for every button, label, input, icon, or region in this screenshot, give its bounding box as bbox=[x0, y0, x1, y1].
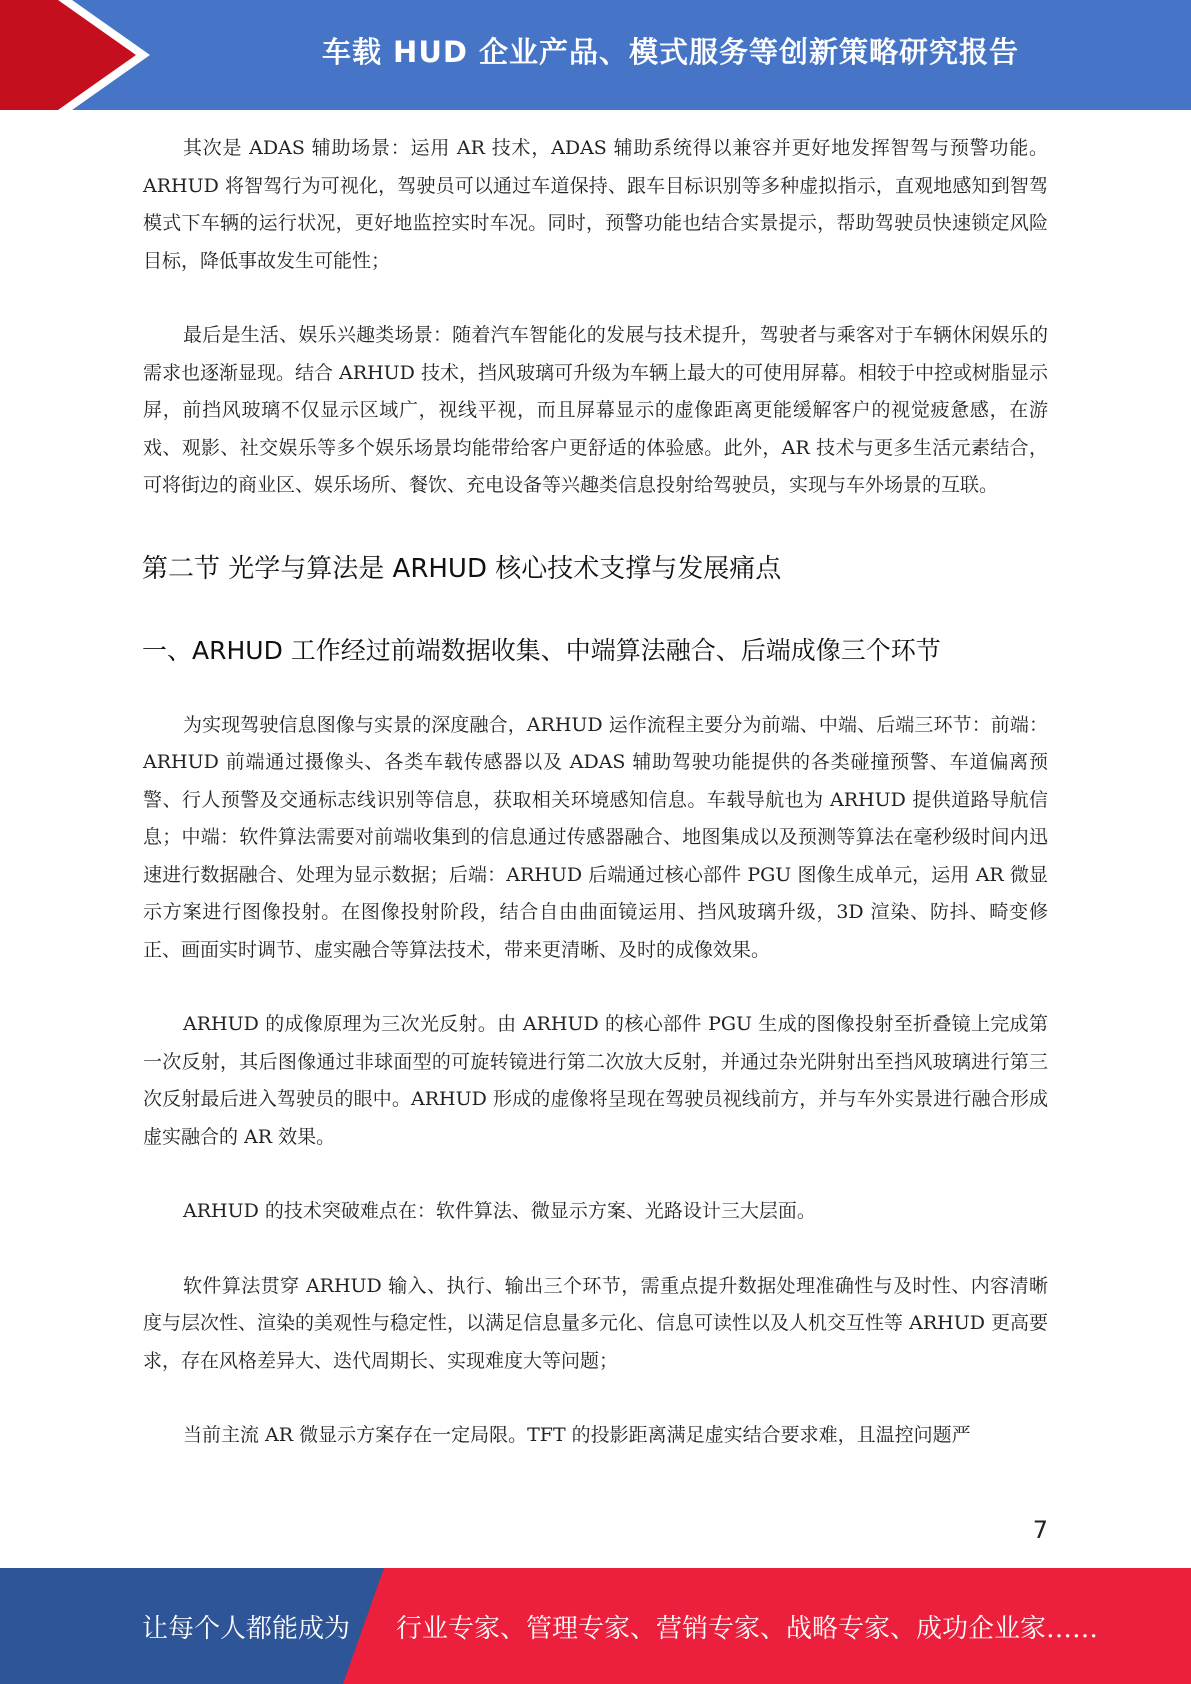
paragraph-software-algorithm: 软件算法贯穿 ARHUD 输入、执行、输出三个环节，需重点提升数据处理准确性与及时性、内容清晰度与层次性、渲染的美观性与稳定性，以满足信息量多元化、信息可读性以及人机交互性等 ARHUD 更高要求，存在风格差异大、迭代周期长、实现难度大等问题； bbox=[143, 1274, 1048, 1372]
paragraph-adas-scenario: 其次是 ADAS 辅助场景：运用 AR 技术，ADAS 辅助系统得以兼容并更好地发挥智驾与预警功能。ARHUD 将智驾行为可视化，驾驶员可以通过车道保持、跟车目标识别等多种虚拟指示，直观地感知到智驾模式下车辆的运行状况，更好地监控实时车况。同时，预警功能也结合实景提示，帮助驾驶员快速锁定风险目标，降低事故发生可能性； bbox=[143, 137, 1048, 272]
subsection-heading: 一、ARHUD 工作经过前端数据收集、中端算法融合、后端成像三个环节 bbox=[142, 635, 941, 665]
footer-slogan-left: 让每个人都能成为 bbox=[142, 1613, 351, 1644]
page-number: 7 bbox=[1032, 1516, 1048, 1544]
footer-slogan-right: 行业专家、管理专家、营销专家、战略专家、成功企业家…… bbox=[396, 1613, 1099, 1644]
page-footer bbox=[0, 1568, 1191, 1684]
paragraph-technical-difficulties: ARHUD 的技术突破难点在：软件算法、微显示方案、光路设计三大层面。 bbox=[183, 1200, 816, 1222]
paragraph-micro-display: 当前主流 AR 微显示方案存在一定局限。TFT 的投影距离满足虚实结合要求难，且温控问题严 bbox=[183, 1424, 971, 1446]
page-header bbox=[0, 0, 1191, 110]
paragraph-entertainment-scenario: 最后是生活、娱乐兴趣类场景：随着汽车智能化的发展与技术提升，驾驶者与乘客对于车辆休闲娱乐的需求也逐渐显现。结合 ARHUD 技术，挡风玻璃可升级为车辆上最大的可使用屏幕。相较于中控或树脂显示屏，前挡风玻璃不仅显示区域广，视线平视，而且屏幕显示的虚像距离更能缓解客户的视觉疲惫感，在游戏、观影、社交娱乐等多个娱乐场景均能带给客户更舒适的体验感。此外，AR 技术与更多生活元素结合，可将街边的商业区、娱乐场所、餐饮、充电设备等兴趣类信息投射给驾驶员，实现与车外场景的互联。 bbox=[143, 324, 1048, 496]
paragraph-imaging-principle: ARHUD 的成像原理为三次光反射。由 ARHUD 的核心部件 PGU 生成的图像投射至折叠镜上完成第一次反射，其后图像通过非球面型的可旋转镜进行第二次放大反射，并通过杂光阱射出至挡风玻璃进行第三次反射最后进入驾驶员的眼中。ARHUD 形成的虚像将呈现在驾驶员视线前方，并与车外实景进行融合形成虚实融合的 AR 效果。 bbox=[143, 1013, 1048, 1148]
section-heading: 第二节 光学与算法是 ARHUD 核心技术支撑与发展痛点 bbox=[142, 553, 782, 584]
paragraph-workflow: 为实现驾驶信息图像与实景的深度融合，ARHUD 运作流程主要分为前端、中端、后端三环节：前端：ARHUD 前端通过摄像头、各类车载传感器以及 ADAS 辅助驾驶功能提供的各类碰撞预警、车道偏离预警、行人预警及交通标志线识别等信息，获取相关环境感知信息。车载导航也为 ARHUD 提供道路导航信息；中端：软件算法需要对前端收集到的信息通过传感器融合、地图集成以及预测等算法在毫秒级时间内迅速进行数据融合、处理为显示数据；后端：ARHUD 后端通过核心部件 PGU 图像生成单元，运用 AR 微显示方案进行图像投射。在图像投射阶段，结合自由曲面镜运用、挡风玻璃升级，3D 渲染、防抖、畸变修正、画面实时调节、虚实融合等算法技术，带来更清晰、及时的成像效果。 bbox=[143, 713, 1048, 961]
page-content bbox=[143, 130, 1048, 1455]
report-title: 车载 HUD 企业产品、模式服务等创新策略研究报告 bbox=[321, 34, 1020, 69]
